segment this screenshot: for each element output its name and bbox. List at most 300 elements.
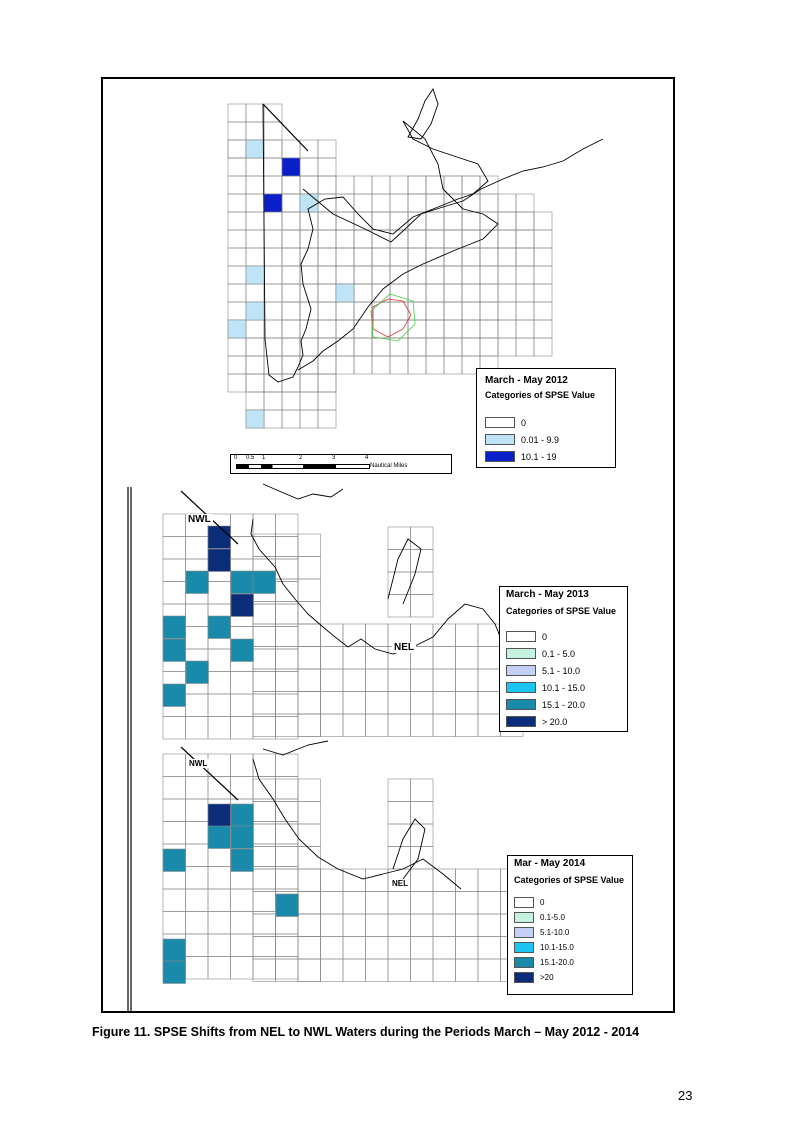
grid-cell: [282, 374, 300, 392]
legend-item: [506, 628, 621, 645]
shaded-cell: [246, 266, 264, 284]
grid-cell: [372, 320, 390, 338]
grid-cell: [390, 176, 408, 194]
grid-cell: [253, 754, 276, 777]
grid-cell: [390, 230, 408, 248]
grid-cell: [372, 248, 390, 266]
grid-cell: [246, 158, 264, 176]
grid-cell: [408, 356, 426, 374]
grid-cell: [366, 624, 389, 647]
grid-cell: [456, 937, 479, 960]
grid-cell: [276, 602, 299, 625]
legend-item: [506, 662, 621, 679]
legend-swatch: [514, 972, 534, 983]
grid-cell: [282, 338, 300, 356]
legend-item: [514, 895, 626, 910]
legend-swatch: [485, 417, 515, 428]
grid-cell: [336, 248, 354, 266]
grid-cell: [228, 158, 246, 176]
grid-cell: [408, 248, 426, 266]
grid-cell: [231, 957, 254, 980]
shaded-cell: [300, 194, 318, 212]
grid-cell: [298, 714, 321, 737]
grid-cell: [444, 284, 462, 302]
grid-cell: [298, 534, 321, 557]
grid-cell: [372, 266, 390, 284]
grid-cell: [366, 692, 389, 715]
legend-subtitle: Categories of SPSE Value: [514, 875, 625, 885]
grid-cell: [300, 284, 318, 302]
legend-item: [506, 679, 621, 696]
grid-cell: [276, 867, 299, 890]
grid-cell: [246, 338, 264, 356]
island-2012: [408, 89, 438, 139]
grid-cell: [276, 624, 299, 647]
grid-cell: [282, 320, 300, 338]
shaded-cell: [208, 549, 231, 572]
grid-cell: [298, 624, 321, 647]
grid-cell: [388, 692, 411, 715]
legend-item: [485, 431, 607, 448]
grid-cell: [276, 559, 299, 582]
grid-cell: [372, 248, 390, 266]
grid-cell: [390, 248, 408, 266]
scale-tick: 3: [332, 455, 336, 461]
grid-cell: [163, 582, 186, 605]
grid-cell: [534, 284, 552, 302]
grid-cell: [186, 799, 209, 822]
grid-cell: [282, 356, 300, 374]
grid-cell: [426, 248, 444, 266]
grid-cell: [300, 320, 318, 338]
grid-cell: [231, 694, 254, 717]
grid-cell: [298, 602, 321, 625]
grid-cell: [282, 392, 300, 410]
grid-cell: [246, 374, 264, 392]
shaded-cell: [228, 320, 246, 338]
grid-cell: [318, 356, 336, 374]
grid-cell: [444, 302, 462, 320]
grid-cell: [298, 959, 321, 982]
grid-cell: [276, 959, 299, 982]
grid-cell: [321, 647, 344, 670]
grid-cell: [253, 867, 276, 890]
grid-cell: [318, 356, 336, 374]
grid-cell: [411, 892, 434, 915]
grid-cell: [300, 158, 318, 176]
grid-cell: [318, 266, 336, 284]
grid-cell: [264, 158, 282, 176]
grid-cell: [411, 847, 434, 870]
grid-cell: [186, 844, 209, 867]
grid-cell: [408, 212, 426, 230]
grid-cell: [276, 847, 299, 870]
grid-cell: [298, 647, 321, 670]
grid-cell: [186, 867, 209, 890]
grid-cell: [498, 248, 516, 266]
grid-cell: [478, 714, 501, 737]
grid-cell: [444, 266, 462, 284]
grid-cell: [208, 717, 231, 740]
grid-cell: [228, 302, 246, 320]
grid-cell: [264, 104, 282, 122]
grid-cell: [456, 959, 479, 982]
grid-cell: [408, 212, 426, 230]
legend-label: 0: [521, 417, 527, 428]
grid-cell: [336, 212, 354, 230]
shaded-cell: [163, 616, 186, 639]
grid-cell: [186, 717, 209, 740]
grid-cell: [321, 914, 344, 937]
grid-cell: [388, 550, 411, 573]
grid-cell: [498, 230, 516, 248]
grid-cell: [462, 284, 480, 302]
grid-cell: [300, 392, 318, 410]
legend-swatch: [506, 648, 536, 659]
grid-cell: [228, 140, 246, 158]
coastline-2013b: [263, 484, 343, 499]
shaded-cell: [163, 684, 186, 707]
grid-cell: [318, 410, 336, 428]
grid-cell: [253, 799, 276, 822]
region-label-nwl: NWL: [189, 759, 208, 768]
grid-cell: [498, 338, 516, 356]
grid-cell: [478, 914, 501, 937]
grid-cell: [282, 284, 300, 302]
grid-cell: [433, 669, 456, 692]
grid-cell: [253, 602, 276, 625]
grid-cell: [366, 892, 389, 915]
grid-cell: [343, 647, 366, 670]
shaded-cell: [231, 849, 254, 872]
grid-cell: [300, 284, 318, 302]
grid-cell: [264, 212, 282, 230]
grid-cell: [282, 374, 300, 392]
grid-cell: [498, 320, 516, 338]
grid-cell: [208, 754, 231, 777]
grid-cell: [264, 140, 282, 158]
grid-cell: [253, 889, 276, 912]
grid-cell: [456, 692, 479, 715]
grid-cell: [318, 158, 336, 176]
grid-cell: [411, 669, 434, 692]
grid-cell: [186, 777, 209, 800]
grid-cell: [408, 266, 426, 284]
grid-cell: [372, 338, 390, 356]
grid-cell: [163, 754, 186, 777]
grid-cell: [444, 212, 462, 230]
grid-cell: [462, 266, 480, 284]
grid-cell: [516, 230, 534, 248]
grid-cell: [480, 302, 498, 320]
grid-cell: [264, 140, 282, 158]
grid-cell: [246, 176, 264, 194]
grid-cell: [426, 338, 444, 356]
grid-cell: [354, 194, 372, 212]
grid-cell: [298, 937, 321, 960]
grid-cell: [408, 212, 426, 230]
grid-cell: [282, 194, 300, 212]
grid-cell: [246, 338, 264, 356]
grid-cell: [478, 647, 501, 670]
grid-cell: [276, 534, 299, 557]
scale-unit: Nautical Miles: [370, 463, 408, 469]
shaded-cell: [163, 961, 186, 984]
legend-swatch: [506, 682, 536, 693]
legend-subtitle: Categories of SPSE Value: [485, 390, 596, 400]
grid-cell: [426, 212, 444, 230]
legend-2013: [499, 586, 628, 732]
grid-cell: [390, 212, 408, 230]
grid-cell: [354, 338, 372, 356]
grid-cell: [354, 338, 372, 356]
grid-cell: [480, 320, 498, 338]
grid-cell: [276, 647, 299, 670]
grid-cell: [264, 302, 282, 320]
grid-cell: [246, 320, 264, 338]
grid-cell: [343, 914, 366, 937]
grid-cell: [282, 338, 300, 356]
grid-cell: [300, 176, 318, 194]
grid-cell: [456, 892, 479, 915]
grid-cell: [186, 934, 209, 957]
legend-label: 5.1 - 10.0: [542, 665, 581, 676]
grid-cell: [336, 176, 354, 194]
grid-cell: [388, 802, 411, 825]
grid-cell: [534, 320, 552, 338]
grid-cell: [462, 338, 480, 356]
grid-cell: [186, 889, 209, 912]
legend-label: > 20.0: [542, 716, 568, 727]
grid-cell: [186, 957, 209, 980]
grid-cell: [388, 892, 411, 915]
grid-cell: [298, 892, 321, 915]
grid-cell: [336, 302, 354, 320]
scale-bar-graphic: [236, 464, 370, 469]
figure-caption: Figure 11. SPSE Shifts from NEL to NWL Waters during the Periods March – May 2012 - 2014: [92, 1025, 640, 1039]
grid-cell: [282, 248, 300, 266]
grid-cell: [253, 934, 276, 957]
grid-cell: [534, 302, 552, 320]
grid-cell: [298, 802, 321, 825]
grid-cell: [390, 230, 408, 248]
grid-cell: [246, 284, 264, 302]
grid-cell: [300, 374, 318, 392]
shaded-cell: [246, 302, 264, 320]
grid-cell: [354, 302, 372, 320]
scale-tick: 1: [262, 455, 266, 461]
grid-cell: [366, 937, 389, 960]
grid-cell: [388, 779, 411, 802]
grid-cell: [480, 266, 498, 284]
grid-cell: [390, 320, 408, 338]
grid-cell: [462, 302, 480, 320]
region-label-nel: NEL: [392, 879, 408, 888]
grid-cell: [282, 356, 300, 374]
grid-cell: [186, 822, 209, 845]
grid-cell: [456, 624, 479, 647]
grid-cell: [354, 302, 372, 320]
grid-cell: [444, 212, 462, 230]
grid-cell: [208, 694, 231, 717]
grid-cell: [411, 869, 434, 892]
grid-cell: [276, 937, 299, 960]
grid-cell: [462, 248, 480, 266]
grid-cell: [336, 248, 354, 266]
legend-label: 15.1 - 20.0: [542, 699, 586, 710]
grid-cell: [246, 356, 264, 374]
grid-cell: [253, 714, 276, 737]
grid-cell: [282, 356, 300, 374]
grid-cell: [276, 957, 299, 980]
legend-item: [514, 955, 626, 970]
grid-cell: [388, 937, 411, 960]
grid-cell: [354, 266, 372, 284]
grid-cell: [372, 302, 390, 320]
grid-cell: [366, 869, 389, 892]
grid-cell: [231, 934, 254, 957]
grid-cell: [282, 410, 300, 428]
legend-items: [506, 628, 621, 730]
grid-cell: [534, 266, 552, 284]
grid-cell: [321, 959, 344, 982]
grid-cell: [411, 595, 434, 618]
grid-cell: [246, 248, 264, 266]
grid-cell: [163, 822, 186, 845]
grid-cell: [534, 212, 552, 230]
shaded-cell: [282, 158, 300, 176]
legend-swatch: [506, 716, 536, 727]
legend-item: [485, 448, 607, 465]
grid-cell: [228, 140, 246, 158]
grid-cell: [390, 248, 408, 266]
grid-cell: [186, 627, 209, 650]
grid-cell: [253, 844, 276, 867]
grid-cell: [480, 338, 498, 356]
grid-cell: [444, 176, 462, 194]
grid-cell: [276, 869, 299, 892]
shaded-cell: [264, 194, 282, 212]
grid-cell: [276, 779, 299, 802]
grid-cell: [253, 824, 276, 847]
grid-cell: [276, 844, 299, 867]
shaded-cell: [231, 826, 254, 849]
grid-cell: [462, 266, 480, 284]
grid-cell: [408, 230, 426, 248]
grid-cell: [231, 889, 254, 912]
scale-tick: 0.5: [246, 455, 255, 461]
grid-cell: [408, 230, 426, 248]
grid-cell: [298, 914, 321, 937]
legend-2012: [476, 368, 616, 468]
grid-cell: [444, 302, 462, 320]
grid-cell: [411, 572, 434, 595]
region-label-nel: NEL: [394, 642, 414, 653]
grid-cell: [264, 374, 282, 392]
grid-cell: [318, 302, 336, 320]
legend-items: [485, 414, 607, 465]
grid-cell: [318, 176, 336, 194]
grid-cell: [388, 595, 411, 618]
grid-cell: [480, 248, 498, 266]
grid-cell: [282, 212, 300, 230]
grid-cell: [426, 230, 444, 248]
grid-cell: [354, 212, 372, 230]
grid-cell: [321, 892, 344, 915]
grid-cell: [253, 959, 276, 982]
grid-cell: [433, 892, 456, 915]
grid-cell: [372, 266, 390, 284]
grid-cell: [516, 338, 534, 356]
grid-cell: [343, 892, 366, 915]
grid-cell: [298, 869, 321, 892]
grid-cell: [208, 934, 231, 957]
grid-cell: [228, 176, 246, 194]
grid-cell: [298, 624, 321, 647]
grid-cell: [408, 194, 426, 212]
grid-cell: [354, 248, 372, 266]
grid-cell: [318, 212, 336, 230]
grid-cell: [276, 537, 299, 560]
grid-cell: [426, 230, 444, 248]
grid-cell: [411, 527, 434, 550]
shaded-cell: [186, 571, 209, 594]
grid-cell: [276, 649, 299, 672]
legend-swatch: [485, 451, 515, 462]
grid-cell: [321, 692, 344, 715]
grid-cell: [163, 537, 186, 560]
grid-cell: [253, 692, 276, 715]
grid-cell: [354, 284, 372, 302]
legend-item: [514, 925, 626, 940]
grid-cell: [253, 937, 276, 960]
grid-cell: [478, 959, 501, 982]
grid-cell: [444, 320, 462, 338]
legend-label: 15.1-20.0: [540, 958, 574, 967]
grid-cell: [282, 248, 300, 266]
grid-cell: [253, 604, 276, 627]
grid-cell: [253, 534, 276, 557]
grid-cell: [336, 194, 354, 212]
shaded-cell: [253, 571, 276, 594]
grid-cell: [253, 822, 276, 845]
grid-cell: [282, 320, 300, 338]
legend-label: 5.1-10.0: [540, 928, 570, 937]
grid-cell: [408, 302, 426, 320]
grid-cell: [298, 847, 321, 870]
grid-cell: [408, 320, 426, 338]
grid-cell: [298, 692, 321, 715]
legend-label: 10.1-15.0: [540, 943, 574, 952]
grid-cell: [462, 212, 480, 230]
grid-cell: [300, 374, 318, 392]
grid-cell: [444, 320, 462, 338]
grid-cell: [298, 692, 321, 715]
grid-cell: [478, 624, 501, 647]
legend-title: March - May 2012: [485, 375, 568, 386]
grid-cell: [498, 230, 516, 248]
grid-cell: [318, 392, 336, 410]
grid-cell: [318, 356, 336, 374]
grid-cell: [231, 514, 254, 537]
grid-cell: [498, 302, 516, 320]
grid-cell: [462, 248, 480, 266]
grid-cell: [253, 869, 276, 892]
grid-cell: [388, 669, 411, 692]
grid-cell: [318, 320, 336, 338]
grid-cell: [253, 649, 276, 672]
grid-cell: [300, 320, 318, 338]
